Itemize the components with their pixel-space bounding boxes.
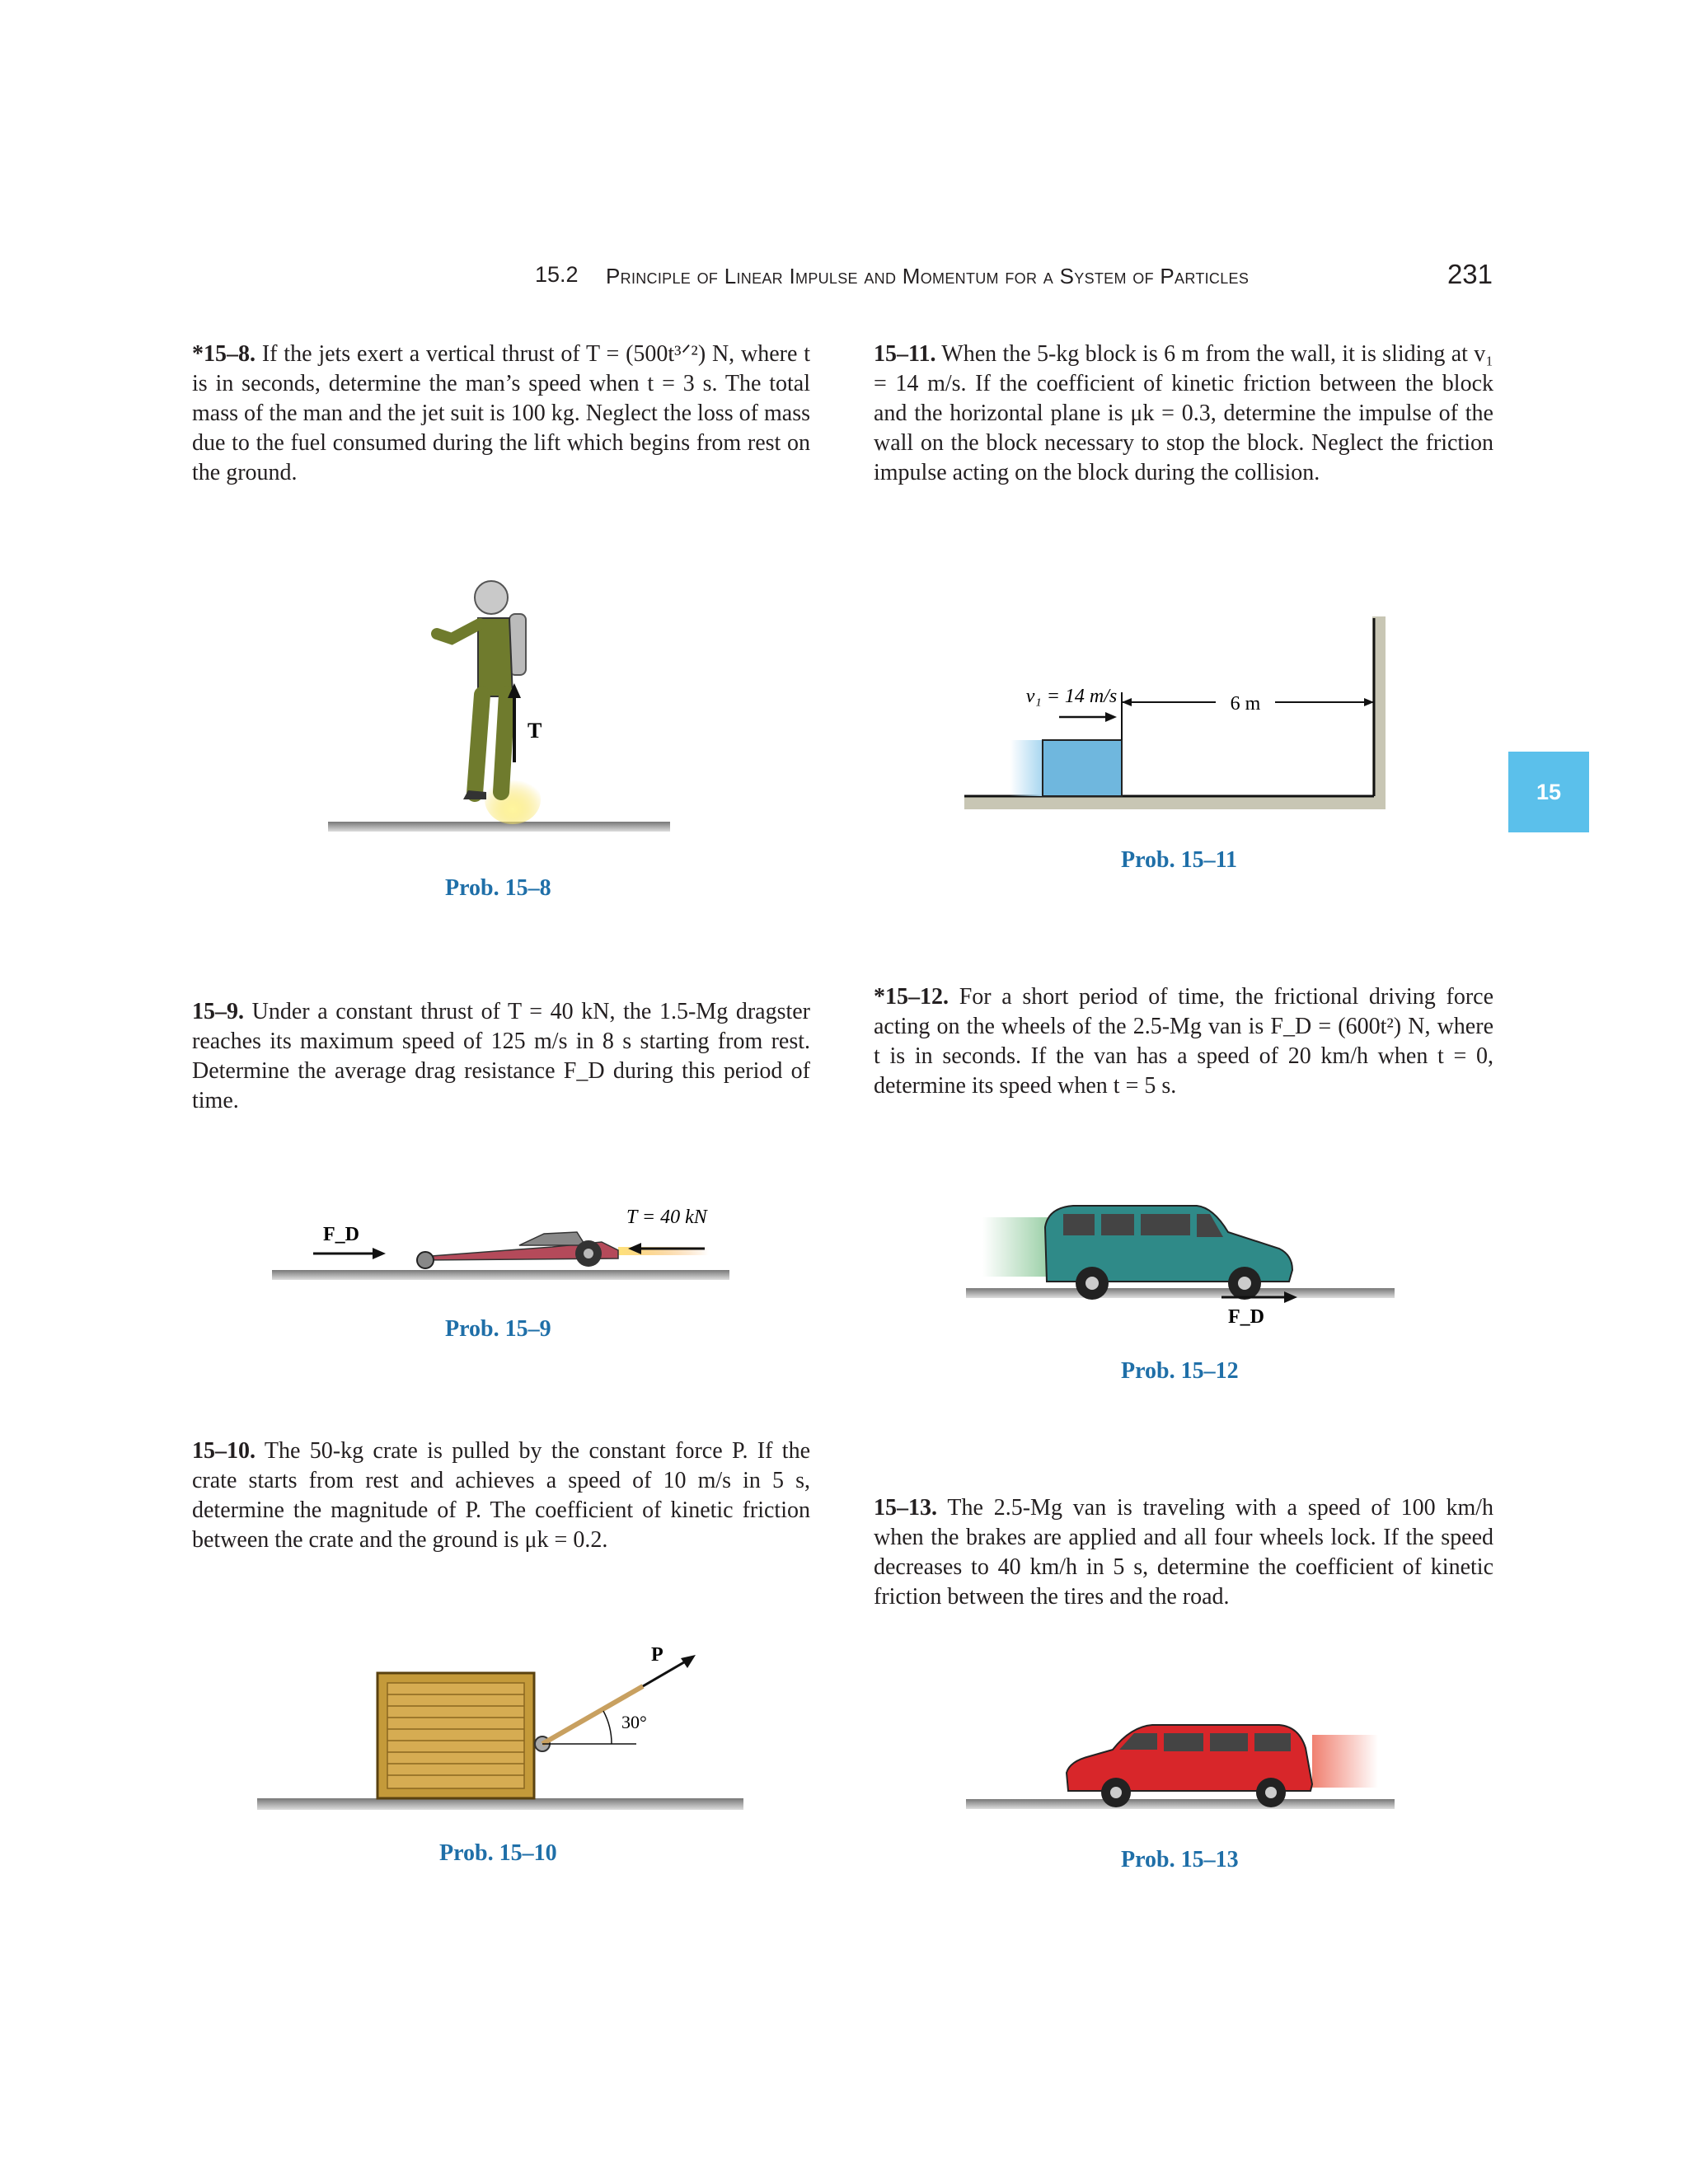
problem-text: For a short period of time, the frictional driving force acting on the wheels of the 2.5-Mg van is F_D = (600t²) N, where t is in seconds. If the van has a speed of 20 km/h when t = 0, determine its speed when t = 5 s. — [874, 984, 1493, 1099]
problem-15-12 — [874, 982, 1493, 1101]
problem-number: 15–9. — [192, 999, 244, 1024]
caption-15-13: Prob. 15–13 — [1121, 1847, 1239, 1872]
problem-15-13 — [874, 1493, 1493, 1612]
distance-label: 6 m — [1230, 693, 1261, 715]
problem-number: 15–10. — [192, 1438, 256, 1464]
chapter-tab[interactable]: 15 — [1508, 752, 1589, 832]
problem-number: *15–8. — [192, 341, 256, 367]
problem-15-10 — [192, 1436, 810, 1555]
figure-block-wall — [960, 610, 1405, 824]
running-header — [535, 257, 1493, 298]
problem-text: The 2.5-Mg van is traveling with a speed of 100 km/h when the brakes are applied and all four wheels lock. If the speed decreases to 40 km/h in 5 s, determine the coefficient of kinetic friction between the tires and the road. — [874, 1495, 1493, 1610]
problem-number: 15–13. — [874, 1495, 937, 1521]
caption-15-12: Prob. 15–12 — [1121, 1358, 1239, 1384]
thrust-label: T — [528, 719, 542, 743]
velocity-label: v₁ = 14 m/s — [1025, 686, 1118, 707]
drag-force-label: F_D — [323, 1224, 359, 1245]
force-p-label: P — [651, 1644, 663, 1666]
problem-text: When the 5-kg block is 6 m from the wall, it is sliding at v₁ = 14 m/s. If the coefficient of kinetic friction between the block and the horizontal plane is μk = 0.3, determine the impulse of the wall on the block necessary to stop the block. Neglect the friction impulse acting on the block during the collision. — [874, 341, 1493, 485]
problem-text: Under a constant thrust of T = 40 kN, the 1.5-Mg dragster reaches its maximum speed of 125 m/s in 8 s starting from rest. Determine the average drag resistance F_D during this period of time. — [192, 999, 810, 1113]
driving-force-label: F_D — [1228, 1306, 1264, 1328]
problem-number: 15–11. — [874, 341, 936, 367]
caption-15-11: Prob. 15–11 — [1121, 847, 1238, 873]
figure-jetpack-man — [321, 573, 684, 853]
figure-van-braking — [966, 1702, 1403, 1825]
section-title: Principle of Linear Impulse and Momentum for a System of Particles — [606, 264, 1250, 288]
figure-crate-pulled — [256, 1640, 750, 1813]
caption-15-8: Prob. 15–8 — [445, 875, 551, 901]
angle-label: 30° — [621, 1712, 647, 1732]
thrust-label: T = 40 kN — [626, 1207, 707, 1228]
figure-dragster — [272, 1199, 734, 1290]
problem-15-11 — [874, 340, 1493, 488]
problem-text: The 50-kg crate is pulled by the constant force P. If the crate starts from rest and achieves a speed of 10 m/s in 5 s, determine the magnitude of P. The coefficient of kinetic friction between the crate and the ground is μk = 0.2. — [192, 1438, 811, 1553]
caption-15-9: Prob. 15–9 — [445, 1316, 551, 1342]
section-number: 15.2 — [535, 262, 579, 287]
problem-text: If the jets exert a vertical thrust of T = (500t³ᐟ²) N, where t is in seconds, determine the man’s speed when t = 3 s. The total mass of the man and the jet suit is 100 kg. Neglect the loss of mass due to the fuel consumed during the lift which begins from rest on the ground. — [192, 341, 811, 485]
caption-15-10: Prob. 15–10 — [439, 1840, 557, 1866]
problem-number: *15–12. — [874, 984, 949, 1010]
figure-van-driving — [966, 1191, 1403, 1335]
problem-15-9 — [192, 997, 810, 1116]
page-number: 231 — [1447, 259, 1493, 289]
problem-15-8 — [192, 340, 810, 488]
